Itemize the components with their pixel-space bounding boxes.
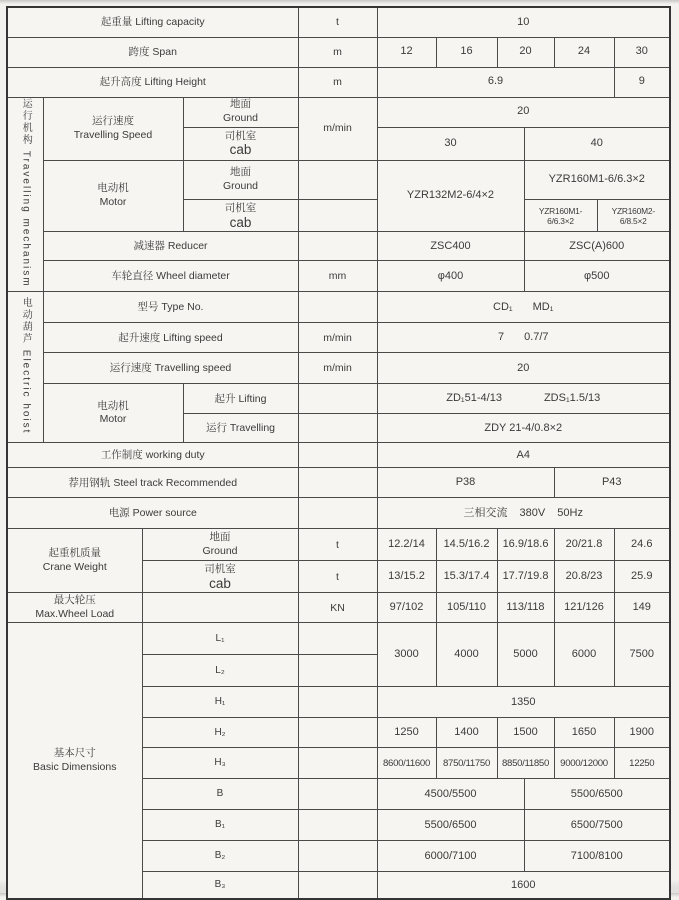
crane-weight-cab-cell: 13/15.2	[377, 561, 436, 593]
basic-dimensions-label: 基本尺寸 Basic Dimensions	[7, 623, 142, 899]
tm-motor-value-bottom-a: YZR160M1-6/6.3×2	[524, 200, 597, 232]
dim-unit-empty	[298, 718, 377, 748]
dim-h2-cell: 1650	[554, 718, 614, 748]
dim-h1-sublabel: H₁	[142, 687, 298, 718]
wheel-diameter-value-left: φ400	[377, 261, 524, 292]
dim-b-sublabel: B	[142, 779, 298, 810]
crane-weight-cab-cell: 25.9	[614, 561, 670, 593]
tm-motor-label: 电动机 Motor	[43, 160, 183, 232]
dim-l-cell: 4000	[436, 623, 497, 687]
hoist-motor-unit-empty	[298, 414, 377, 443]
travelling-mechanism-vertical-label: 运行机构 Travelling mechanism	[20, 97, 32, 288]
reducer-label: 减速器 Reducer	[43, 232, 298, 261]
crane-weight-cab-cell: 15.3/17.4	[436, 561, 497, 593]
steel-track-value-left: P38	[377, 468, 554, 498]
max-wheel-load-cell: 149	[614, 593, 670, 623]
power-source-value: 三相交流 380V 50Hz	[377, 498, 670, 529]
cab-sublabel: 司机室 cab	[183, 200, 298, 232]
span-value-cell: 20	[497, 37, 554, 67]
dim-unit-empty	[298, 623, 377, 655]
span-value-cell: 16	[436, 37, 497, 67]
dim-b-value-right: 5500/6500	[524, 779, 670, 810]
ground-sublabel: 地面 Ground	[142, 529, 298, 561]
lifting-height-unit: m	[298, 67, 377, 97]
crane-weight-cab-unit: t	[298, 561, 377, 593]
crane-weight-ground-cell: 20/21.8	[554, 529, 614, 561]
lifting-height-label: 起升高度 Lifting Height	[7, 67, 298, 97]
dim-l-cell: 6000	[554, 623, 614, 687]
type-no-value: CD₁ MD₁	[377, 292, 670, 323]
lifting-height-value-last: 9	[614, 67, 670, 97]
dim-h1-value: 1350	[377, 687, 670, 718]
power-source-unit-empty	[298, 498, 377, 529]
dim-l-cell: 5000	[497, 623, 554, 687]
dim-h3-cell: 9000/12000	[554, 748, 614, 779]
hoist-lifting-speed-value: 7 0.7/7	[377, 323, 670, 353]
hoist-motor-lifting-value: ZD₁51-4/13 ZDS₁1.5/13	[377, 384, 670, 414]
max-wheel-load-cell: 113/118	[497, 593, 554, 623]
working-duty-value: A4	[377, 443, 670, 468]
dim-l-cell: 7500	[614, 623, 670, 687]
capacity-value: 10	[377, 7, 670, 37]
dim-h3-cell: 8750/11750	[436, 748, 497, 779]
max-wheel-load-label: 最大轮压 Max.Wheel Load	[7, 593, 142, 623]
span-value-cell: 24	[554, 37, 614, 67]
hoist-lifting-speed-unit: m/min	[298, 323, 377, 353]
electric-hoist-vertical-label: 电动葫芦 Electric hoist	[20, 296, 32, 434]
dim-h3-cell: 8850/11850	[497, 748, 554, 779]
dim-h2-cell: 1400	[436, 718, 497, 748]
steel-track-label: 荐用钢轨 Steel track Recommended	[7, 468, 298, 498]
crane-weight-label: 起重机质量 Crane Weight	[7, 529, 142, 593]
crane-weight-ground-cell: 16.9/18.6	[497, 529, 554, 561]
max-wheel-load-sublabel-empty	[142, 593, 298, 623]
dim-h2-cell: 1900	[614, 718, 670, 748]
dim-b3-value: 1600	[377, 872, 670, 899]
wheel-diameter-value-right: φ500	[524, 261, 670, 292]
wheel-diameter-label: 车轮直径 Wheel diameter	[43, 261, 298, 292]
hoist-motor-travelling-value: ZDY 21-4/0.8×2	[377, 414, 670, 443]
crane-weight-ground-cell: 12.2/14	[377, 529, 436, 561]
span-value-cell: 30	[614, 37, 670, 67]
hoist-motor-label: 电动机 Motor	[43, 384, 183, 443]
travelling-speed-cab-value-left: 30	[377, 127, 524, 160]
ground-sublabel: 地面 Ground	[183, 97, 298, 127]
dim-b3-sublabel: B₃	[142, 872, 298, 899]
reducer-value-left: ZSC400	[377, 232, 524, 261]
dim-b2-value-right: 7100/8100	[524, 841, 670, 872]
steel-track-unit-empty	[298, 468, 377, 498]
crane-weight-cab-cell: 17.7/19.8	[497, 561, 554, 593]
lifting-height-value-main: 6.9	[377, 67, 614, 97]
max-wheel-load-cell: 105/110	[436, 593, 497, 623]
crane-spec-table	[6, 6, 671, 900]
cab-sublabel: 司机室 cab	[183, 127, 298, 160]
wheel-diameter-unit: mm	[298, 261, 377, 292]
crane-weight-ground-unit: t	[298, 529, 377, 561]
dim-b2-value-left: 6000/7100	[377, 841, 524, 872]
dim-h3-sublabel: H₃	[142, 748, 298, 779]
hoist-motor-travelling-sublabel: 运行 Travelling	[183, 414, 298, 443]
dim-unit-empty	[298, 687, 377, 718]
reducer-value-right: ZSC(A)600	[524, 232, 670, 261]
hoist-travelling-speed-unit: m/min	[298, 353, 377, 384]
tm-motor-value-left: YZR132M2-6/4×2	[377, 160, 524, 232]
type-no-unit-empty	[298, 292, 377, 323]
steel-track-value-right: P43	[554, 468, 670, 498]
scan-page	[0, 6, 679, 893]
capacity-unit: t	[298, 7, 377, 37]
span-label: 跨度 Span	[7, 37, 298, 67]
dim-h3-cell: 8600/11600	[377, 748, 436, 779]
working-duty-unit-empty	[298, 443, 377, 468]
dim-b1-sublabel: B₁	[142, 810, 298, 841]
capacity-label: 起重量 Lifting capacity	[7, 7, 298, 37]
dim-l-cell: 3000	[377, 623, 436, 687]
dim-h2-cell: 1250	[377, 718, 436, 748]
crane-weight-ground-cell: 14.5/16.2	[436, 529, 497, 561]
dim-b1-value-right: 6500/7500	[524, 810, 670, 841]
dim-unit-empty	[298, 748, 377, 779]
crane-weight-ground-cell: 24.6	[614, 529, 670, 561]
travelling-speed-cab-value-right: 40	[524, 127, 670, 160]
tm-motor-unit-empty	[298, 160, 377, 200]
dim-b1-value-left: 5500/6500	[377, 810, 524, 841]
dim-b-value-left: 4500/5500	[377, 779, 524, 810]
travelling-speed-ground-value: 20	[377, 97, 670, 127]
crane-weight-cab-cell: 20.8/23	[554, 561, 614, 593]
span-unit: m	[298, 37, 377, 67]
power-source-label: 电源 Power source	[7, 498, 298, 529]
type-no-label: 型号 Type No.	[43, 292, 298, 323]
travelling-speed-label: 运行速度 Travelling Speed	[43, 97, 183, 160]
dim-h2-sublabel: H₂	[142, 718, 298, 748]
hoist-motor-lifting-sublabel: 起升 Lifting	[183, 384, 298, 414]
dim-h2-cell: 1500	[497, 718, 554, 748]
dim-unit-empty	[298, 779, 377, 810]
dim-b2-sublabel: B₂	[142, 841, 298, 872]
span-value-cell: 12	[377, 37, 436, 67]
cab-sublabel: 司机室 cab	[142, 561, 298, 593]
hoist-travelling-speed-label: 运行速度 Travelling speed	[43, 353, 298, 384]
tm-motor-value-bottom-b: YZR160M2-6/8.5×2	[597, 200, 670, 232]
dim-h3-cell: 12250	[614, 748, 670, 779]
tm-motor-value-right-top: YZR160M1-6/6.3×2	[524, 160, 670, 200]
dim-unit-empty	[298, 655, 377, 687]
reducer-unit-empty	[298, 232, 377, 261]
max-wheel-load-cell: 97/102	[377, 593, 436, 623]
tm-motor-unit-empty	[298, 200, 377, 232]
dim-unit-empty	[298, 872, 377, 899]
section-strip-electric-hoist	[7, 292, 43, 443]
dim-l2-sublabel: L₂	[142, 655, 298, 687]
hoist-travelling-speed-value: 20	[377, 353, 670, 384]
hoist-motor-unit-empty	[298, 384, 377, 414]
dim-l1-sublabel: L₁	[142, 623, 298, 655]
ground-sublabel: 地面 Ground	[183, 160, 298, 200]
hoist-lifting-speed-label: 起升速度 Lifting speed	[43, 323, 298, 353]
section-strip-travelling-mechanism	[7, 97, 43, 292]
working-duty-label: 工作制度 working duty	[7, 443, 298, 468]
dim-unit-empty	[298, 841, 377, 872]
dim-unit-empty	[298, 810, 377, 841]
max-wheel-load-cell: 121/126	[554, 593, 614, 623]
max-wheel-load-unit: KN	[298, 593, 377, 623]
travelling-speed-unit: m/min	[298, 97, 377, 160]
